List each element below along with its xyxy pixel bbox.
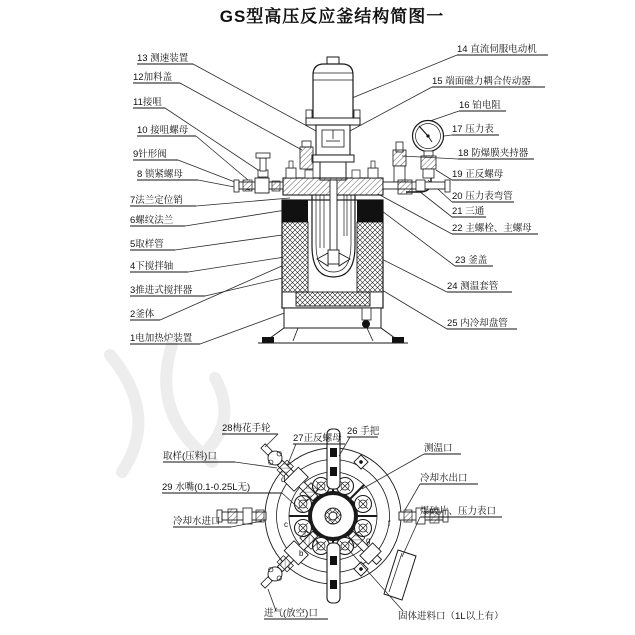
label-1: 1电加热炉装置 [130,333,193,344]
sampling-valve-assembly [256,439,322,505]
port-letter-d: d [281,475,286,484]
label-26-handle: 26 手把 [347,426,380,437]
port-letter-e: e [350,498,355,507]
label-18: 18 防爆膜夹持器 [458,148,529,159]
label-15: 15 端面磁力耦合传动器 [432,76,531,87]
label-4: 4下搅拌轴 [130,261,174,272]
label-25: 25 内冷却盘管 [447,318,508,329]
key-marker-top [354,455,368,469]
port-letter-c: c [284,520,288,529]
label-24: 24 测温套管 [447,281,499,292]
label-temp-port: 测温口 [424,443,453,454]
label-rupture-port: 爆破片、压力表口 [420,506,497,517]
label-3: 3推进式搅拌器 [130,285,193,296]
magnetic-coupling [312,125,354,180]
label-29-water-nozzle: 29 水嘴(0.1-0.25L无) [162,482,251,493]
motor [306,57,360,125]
label-2: 2釜体 [130,309,155,320]
label-sampling-port: 取样(压料)口 [163,451,217,462]
label-22: 22 主螺栓、主螺母 [452,223,532,234]
label-cooling-in: 冷却水进口 [173,516,221,527]
front-left-labels [130,52,193,344]
port-letter-b: b [299,549,304,558]
label-7: 7法兰定位销 [130,195,183,206]
label-gas-port: 进气(放空)口 [264,608,318,619]
label-cooling-out: 冷却水出口 [420,473,468,484]
label-19: 19 正反螺母 [452,169,504,180]
feed-cover-plug [300,141,313,169]
lid-top-view [162,422,504,622]
port-letter-f: f [388,519,391,528]
label-12: 12加料盖 [133,72,173,83]
handle-bottom [327,543,340,603]
label-8: 8 锁紧螺母 [137,169,183,180]
label-13: 13 测速装置 [137,53,189,64]
label-10: 10 接咀螺母 [137,125,189,136]
label-solid-port: 固体进料口（1L以上有） [398,611,504,622]
label-17: 17 压力表 [452,124,494,135]
label-6: 6螺纹法兰 [130,215,174,226]
label-14: 14 直流伺服电动机 [457,44,537,55]
label-9: 9针形阀 [133,149,167,160]
label-16: 16 铂电阻 [459,100,501,111]
label-28-handwheel: 28梅花手轮 [222,423,271,434]
label-5: 5取样管 [130,239,164,250]
label-21: 21 三通 [452,206,485,217]
heater-stand [258,308,408,343]
label-11: 11接咀 [133,97,162,108]
rupture-disc-plate [384,550,416,600]
port-letter-g: g [366,536,371,545]
label-27-reverse-nut: 27正反螺母 [293,433,342,444]
label-23: 23 釜盖 [455,255,488,266]
front-section-view [130,43,548,344]
label-20: 20 压力表弯管 [452,191,513,202]
gas-vent-valve-assembly [256,527,322,593]
rupture-disc-holder [393,142,406,182]
page-title: GS型高压反应釜结构简图一 [219,7,445,26]
